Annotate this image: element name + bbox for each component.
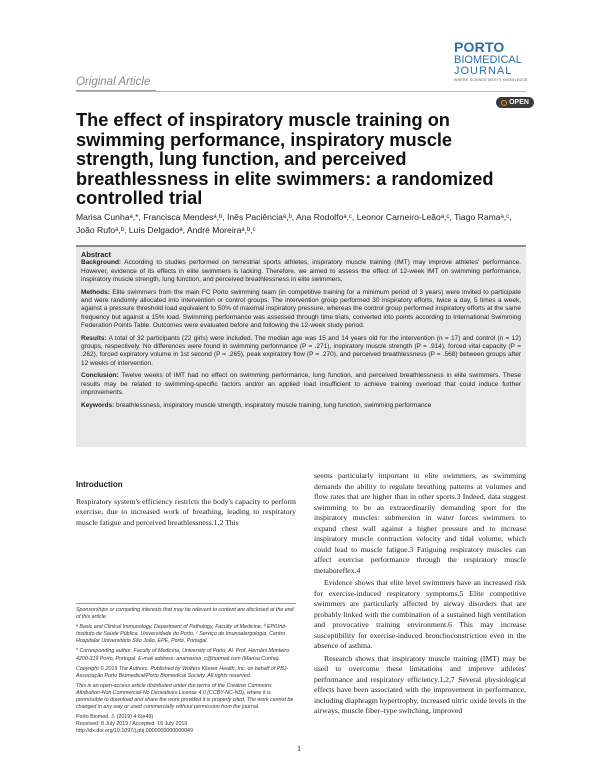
logo-journal: JOURNAL	[454, 65, 513, 77]
footnote-affiliations: ᵃ Basic and Clinical Immunology, Department of Pathology, Faculty of Medicine, ᵇ EPIUnit-Instituto de Saúde Pública, Universidade do Porto, ᶜ Serviço de Imunoalergologia, Centro Hospitalar Universitário São João, EPE, Porto, Portugal.	[76, 624, 287, 645]
abstract-heading: Abstract	[81, 250, 111, 259]
logo-tagline: WHERE SCIENCE MEETS KNOWLEDGE	[454, 78, 528, 82]
page-number: 1	[297, 744, 301, 753]
footnote-corresponding-author: * Corresponding author. Faculty of Medicine, University of Porto, Al. Prof. Hernâni Monteiro 4200-319 Porto, Portugal. E-mail address: anamarisa_c@hotmail.com (Marisa Cunha).	[76, 648, 290, 662]
footnote-doi[interactable]: http://dx.doi.org/10.1097/j.pbj.0000000000000049	[76, 728, 193, 735]
abstract-background	[81, 259, 521, 284]
footnote-competing-interests: Sponsorships or competing interests that may be relevant to content are disclosed at the end of this article.	[76, 607, 294, 621]
footnotes	[76, 603, 296, 736]
keywords-text: breathlessness, inspiratory muscle strength, inspiratory muscle training, lung function, swimming performance	[114, 401, 432, 409]
open-lock-icon	[501, 100, 507, 106]
article-type-label: Original Article	[76, 76, 151, 88]
footnote-citation: Porto Biomed. J. (2019) 4:6(e49)	[76, 714, 154, 721]
background-label: Background:	[81, 259, 122, 267]
journal-logo[interactable]	[454, 40, 540, 83]
footnote-license: This is an open-access article distributed under the terms of the Creative Commons Attribution-Non Commercial-No Derivatives License 4.0 (CCBY-NC-ND), where it is permissible to download and share the work provided it is properly cited. The work cannot be changed in any way or used commercially without permission from the journal.	[76, 682, 294, 711]
header-rule	[76, 91, 526, 92]
right-column	[314, 471, 526, 717]
introduction-heading: Introduction	[76, 480, 123, 489]
footnote-rule	[76, 603, 296, 604]
logo-biomedical: BIOMEDICAL	[454, 54, 522, 66]
abstract-results	[81, 335, 521, 369]
abstract-methods	[81, 289, 521, 331]
body-paragraph-3: Research shows that inspiratory muscle training (IMT) may be used to overcome these limitations and improve athletes' performance and respiratory efficiency.1,2,7 Several physiological effects have been associated with the improvement in performance, including diaphragm hypertrophy, increased nitric oxide levels in the airways, muscle fiber–type switching, improved	[314, 653, 526, 715]
keywords-label: Keywords:	[81, 401, 115, 409]
left-column	[76, 480, 296, 528]
background-text: According to studies performed on terrestrial sports athletes, inspiratory muscle training (IMT) may improve athletes' performance. However, evidence of its effects in elite swimmers is lacking. Therefore, we aimed to assess the effect of 12-week IMT on swimming performance, inspiratory muscle strength, lung function, and perceived breathlessness in elite swimmers.	[81, 259, 521, 284]
introduction-paragraph: Respiratory system's efficiency restricts the body's capacity to perform exercise, due to increased work of breathing, leading to respiratory muscle fatigue and perceived breathlessness.1,2 This	[76, 496, 296, 527]
open-badge-label: OPEN	[509, 99, 529, 106]
footnote-dates: Received: 8 July 2019 / Accepted: 16 July 2019	[76, 721, 188, 728]
conclusion-label: Conclusion:	[81, 372, 119, 380]
article-title: The effect of inspiratory muscle training on swimming performance, inspiratory muscle strength, lung function, and perceived breathlessness in elite swimmers: a randomized controlled trial	[76, 110, 494, 208]
conclusion-text: Twelve weeks of IMT had no effect on swimming performance, lung function, and perceived breathlessness in elite swimmers. These results may be related to swimming-specific factors and/or an applied load insufficient to achieve training overload that could induce further improvements.	[81, 372, 521, 397]
abstract-keywords	[81, 402, 521, 410]
open-access-badge[interactable]	[496, 97, 534, 108]
abstract-box	[76, 245, 526, 447]
results-label: Results:	[81, 334, 107, 342]
body-paragraph-2: Evidence shows that elite level swimmers have an increased risk for exercise-induced respiratory symptoms.5 Elite competitive swimmers are particularly affected by airway disorders that are probably linked with the combination of a sustained high ventilation and provocative training environment.6 This may increase susceptibility for exercise-induced bronchoconstriction even in the absence of asthma.	[314, 578, 526, 650]
methods-text: Elite swimmers from the main FC Porto swimming team (in competitive training for a minimum period of 3 years) were invited to participate and were randomly allocated into intervention or control groups. The intervention group performed 30 inspiratory efforts, twice a day, 5 times a week, against a pressure threshold load equivalent to 50% of maximal inspiratory pressure, whereas the control group performed inspiratory efforts at the same frequency but against a 15% load. Swimming performance was assessed through time trials, converted into points according to International Swimming Federation Points Table. Outcomes were evaluated before and following the 12-week study period.	[81, 288, 521, 330]
body-paragraph-1: seems particularly important in elite swimmers, as swimming demands the ability to regulate breathing patterns at volumes and flow rates that are higher than in other sports.3 Indeed, data suggest swimming to be an extraordinarily demanding sport for the inspiratory muscles: submersion in water forces swimmers to expand chest wall against a higher pressure and to increase inspiratory muscle contraction velocity and tidal volume, which could lead to muscle fatigue.3 Fatiguing respiratory muscles can affect exercise performance through the respiratory muscle metaboreflex.4	[314, 471, 526, 575]
methods-label: Methods:	[81, 288, 110, 296]
author-list: Marisa Cunhaᵃ,*, Francisca Mendesᵃ,ᵇ, Inês Paciênciaᵃ,ᵇ, Ana Rodolfoᵃ,ᶜ, Leonor Carneiro-Leãoᵃ,ᶜ, Tiago Ramaᵃ,ᶜ, João Rufoᵃ,ᵇ, Luís Delgadoᵃ, André Moreiraᵃ,ᵇ,ᶜ	[76, 212, 512, 235]
abstract-conclusion	[81, 372, 521, 397]
logo-porto: PORTO	[454, 39, 505, 55]
results-text: A total of 32 participants (22 girls) were included. The median age was 15 and 14 years old for the intervention (n = 17) and control (n = 12) groups, respectively. No differences were found in swimming performance (P = .271), inspiratory muscle strength (P = .914), forced vital capacity (P = .262), forced expiratory volume in 1st second (P = .265), peak expiratory flow (P = .270), and perceived breathlessness (P = .568) between groups after 12 weeks of intervention.	[81, 334, 521, 367]
footnote-copyright: Copyright © 2019 The Authors. Published by Wolters Kluwer Health, Inc. on behalf of PBJ-Associação Porto Biomedical/Porto Biomedical Society. All rights reserved.	[76, 665, 289, 679]
